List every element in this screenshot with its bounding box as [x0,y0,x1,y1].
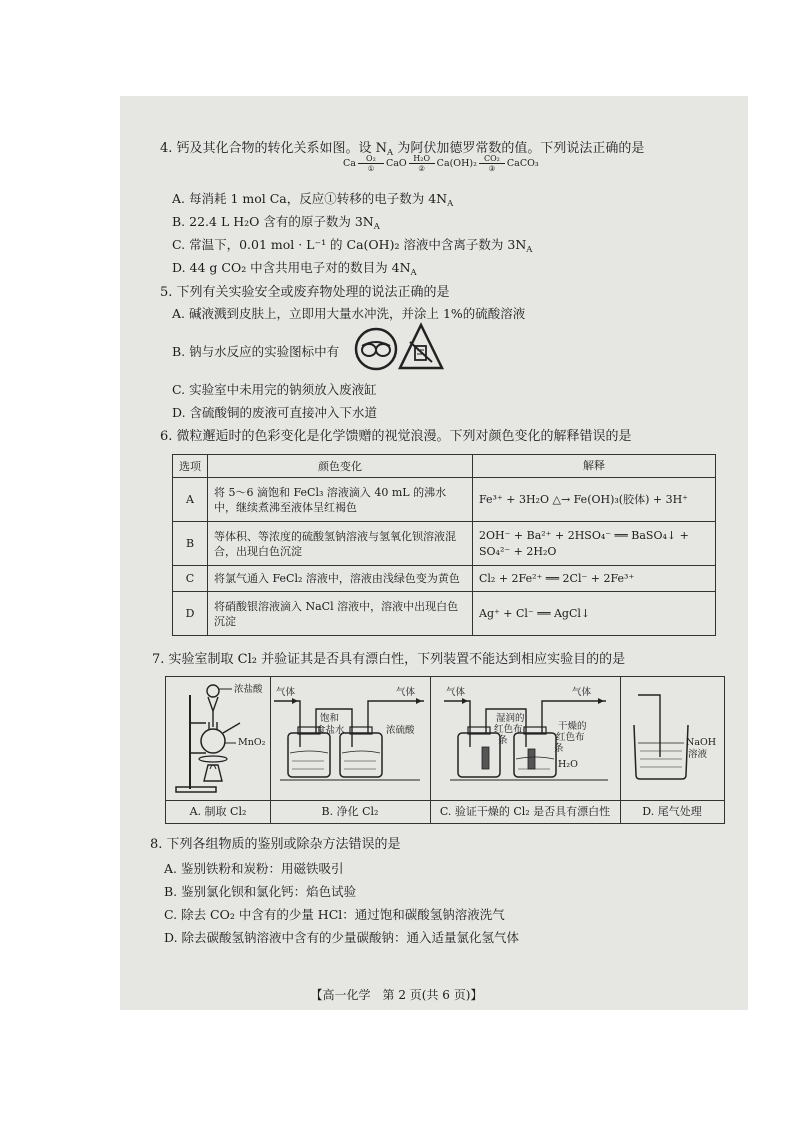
caption-b: B. 净化 Cl₂ [270,800,430,823]
apparatus-b [270,677,431,823]
reaction-ca: Ca [343,158,356,169]
caption-a: A. 制取 Cl₂ [166,800,270,823]
q5-option-a: A. 碱液溅到皮肤上，立即用大量水冲洗，并涂上 1%的硫酸溶液 [172,306,526,321]
label-dry-3: 条 [554,743,564,754]
label-dry-1: 干燥的 [558,721,587,732]
q5-option-b: B. 钠与水反应的实验图标中有 [172,344,340,359]
label-mno2: MnO₂ [238,737,266,748]
apparatus-a [166,677,271,823]
q4-option-a: A. 每消耗 1 mol Ca，反应①转移的电子数为 $4N_A$ [172,191,454,209]
q4-option-d: D. 44 g CO₂ 中含共用电子对的数目为 $4N_A$ [172,260,417,278]
label-water: H₂O [558,759,578,770]
question-6-table [172,454,716,636]
q8-option-b: B. 鉴别氯化钡和氯化钙：焰色试验 [164,884,357,899]
table-header-row [173,455,716,478]
q5-option-c: C. 实验室中未用完的钠须放入废液缸 [172,382,377,397]
header-option: 选项 [173,455,208,478]
label-naoh: NaOH [686,737,717,748]
label-gas-out-b: 气体 [396,687,416,698]
q4-option-c: C. 常温下，0.01 mol · L⁻¹ 的 Ca(OH)₂ 溶液中含离子数为 $3N_A$ [172,237,533,255]
label-wet-1: 湿润的 [496,713,525,724]
q8-option-a: A. 鉴别铁粉和炭粉：用磁铁吸引 [164,861,344,876]
label-gas-in-b: 气体 [276,687,296,698]
label-gas-out-c: 气体 [572,687,592,698]
q8-option-c: C. 除去 CO₂ 中含有的少量 HCl：通过饱和碳酸氢钠溶液洗气 [164,907,505,922]
row-explanation-b: 2OH⁻ + Ba²⁺ + 2HSO₄⁻ ══ BaSO₄↓ + SO₄²⁻ + 2H₂O [473,522,716,566]
question-6-stem: 6. 微粒邂逅时的色彩变化是化学馈赠的视觉浪漫。下列对颜色变化的解释错误的是 [160,429,632,444]
q5-option-d: D. 含硫酸铜的废液可直接冲入下水道 [172,405,378,420]
label-dry-2: 红色布 [556,732,585,743]
row-explanation-a: Fe³⁺ + 3H₂O △→ Fe(OH)₃(胶体) + 3H⁺ [473,478,716,522]
table-row [173,592,716,636]
question-4-stem: 4. 钙及其化合物的转化关系如图。设 $N_A$ 为阿伏加德罗常数的值。下列说法正确的是 [160,141,645,158]
q8-option-d: D. 除去碳酸氢钠溶液中含有的少量碳酸钠：通入适量氯化氢气体 [164,930,520,945]
corrosive-hazard-icon [398,322,444,372]
table-row [173,478,716,522]
q4-option-b: B. 22.4 L H₂O 含有的原子数为 $3N_A$ [172,214,380,232]
question-8-stem: 8. 下列各组物质的鉴别或除杂方法错误的是 [150,837,401,852]
row-change-d: 将硝酸银溶液滴入 NaCl 溶液中，溶液中出现白色沉淀 [208,592,473,636]
header-color-change: 颜色变化 [208,455,473,478]
row-change-b: 等体积、等浓度的硫酸氢钠溶液与氢氧化钡溶液混合，出现白色沉淀 [208,522,473,566]
label-conc-h2so4: 浓硫酸 [386,725,415,736]
header-explanation: 解释 [473,455,716,478]
reaction-caco3: CaCO₃ [506,158,539,169]
caption-c: C. 验证干燥的 Cl₂ 是否具有漂白性 [430,800,620,823]
label-gas-in-c: 气体 [446,687,466,698]
row-change-c: 将氯气通入 FeCl₂ 溶液中，溶液由浅绿色变为黄色 [208,566,473,592]
question-7-stem: 7. 实验室制取 Cl₂ 并验证其是否具有漂白性，下列装置不能达到相应实验目的的是 [152,652,626,667]
label-conc-hcl: 浓盐酸 [234,684,263,695]
table-row [173,522,716,566]
label-brine: 食盐水 [316,725,345,736]
goggles-hazard-icon [352,326,402,372]
reaction-scheme [343,154,539,173]
row-option-a: A [173,478,208,522]
label-solution: 溶液 [688,749,708,760]
label-wet-2: 红色布 [494,724,523,735]
page-footer: 【高一化学 第 2 页(共 6 页)】 [310,988,483,1002]
table-row [173,566,716,592]
question-5-stem: 5. 下列有关实验安全或废弃物处理的说法正确的是 [160,285,450,300]
caption-d: D. 尾气处理 [620,800,724,823]
row-option-b: B [173,522,208,566]
reaction-caoh2: Ca(OH)₂ [436,158,477,169]
row-option-d: D [173,592,208,636]
reaction-step-2: H₂O ② [407,154,437,173]
row-option-c: C [173,566,208,592]
label-wet-3: 条 [498,735,508,746]
row-change-a: 将 5～6 滴饱和 FeCl₃ 溶液滴入 40 mL 的沸水中，继续煮沸至液体呈红褐色 [208,478,473,522]
reaction-cao: CaO [385,158,407,169]
reaction-step-3: CO₂ ③ [477,154,507,173]
reaction-step-1: O₂ ① [356,154,386,173]
label-saturated: 饱和 [320,713,340,724]
apparatus-figure [165,676,725,824]
apparatus-d [620,677,724,823]
apparatus-c [430,677,621,823]
row-explanation-d: Ag⁺ + Cl⁻ ══ AgCl↓ [473,592,716,636]
row-explanation-c: Cl₂ + 2Fe²⁺ ══ 2Cl⁻ + 2Fe³⁺ [473,566,716,592]
